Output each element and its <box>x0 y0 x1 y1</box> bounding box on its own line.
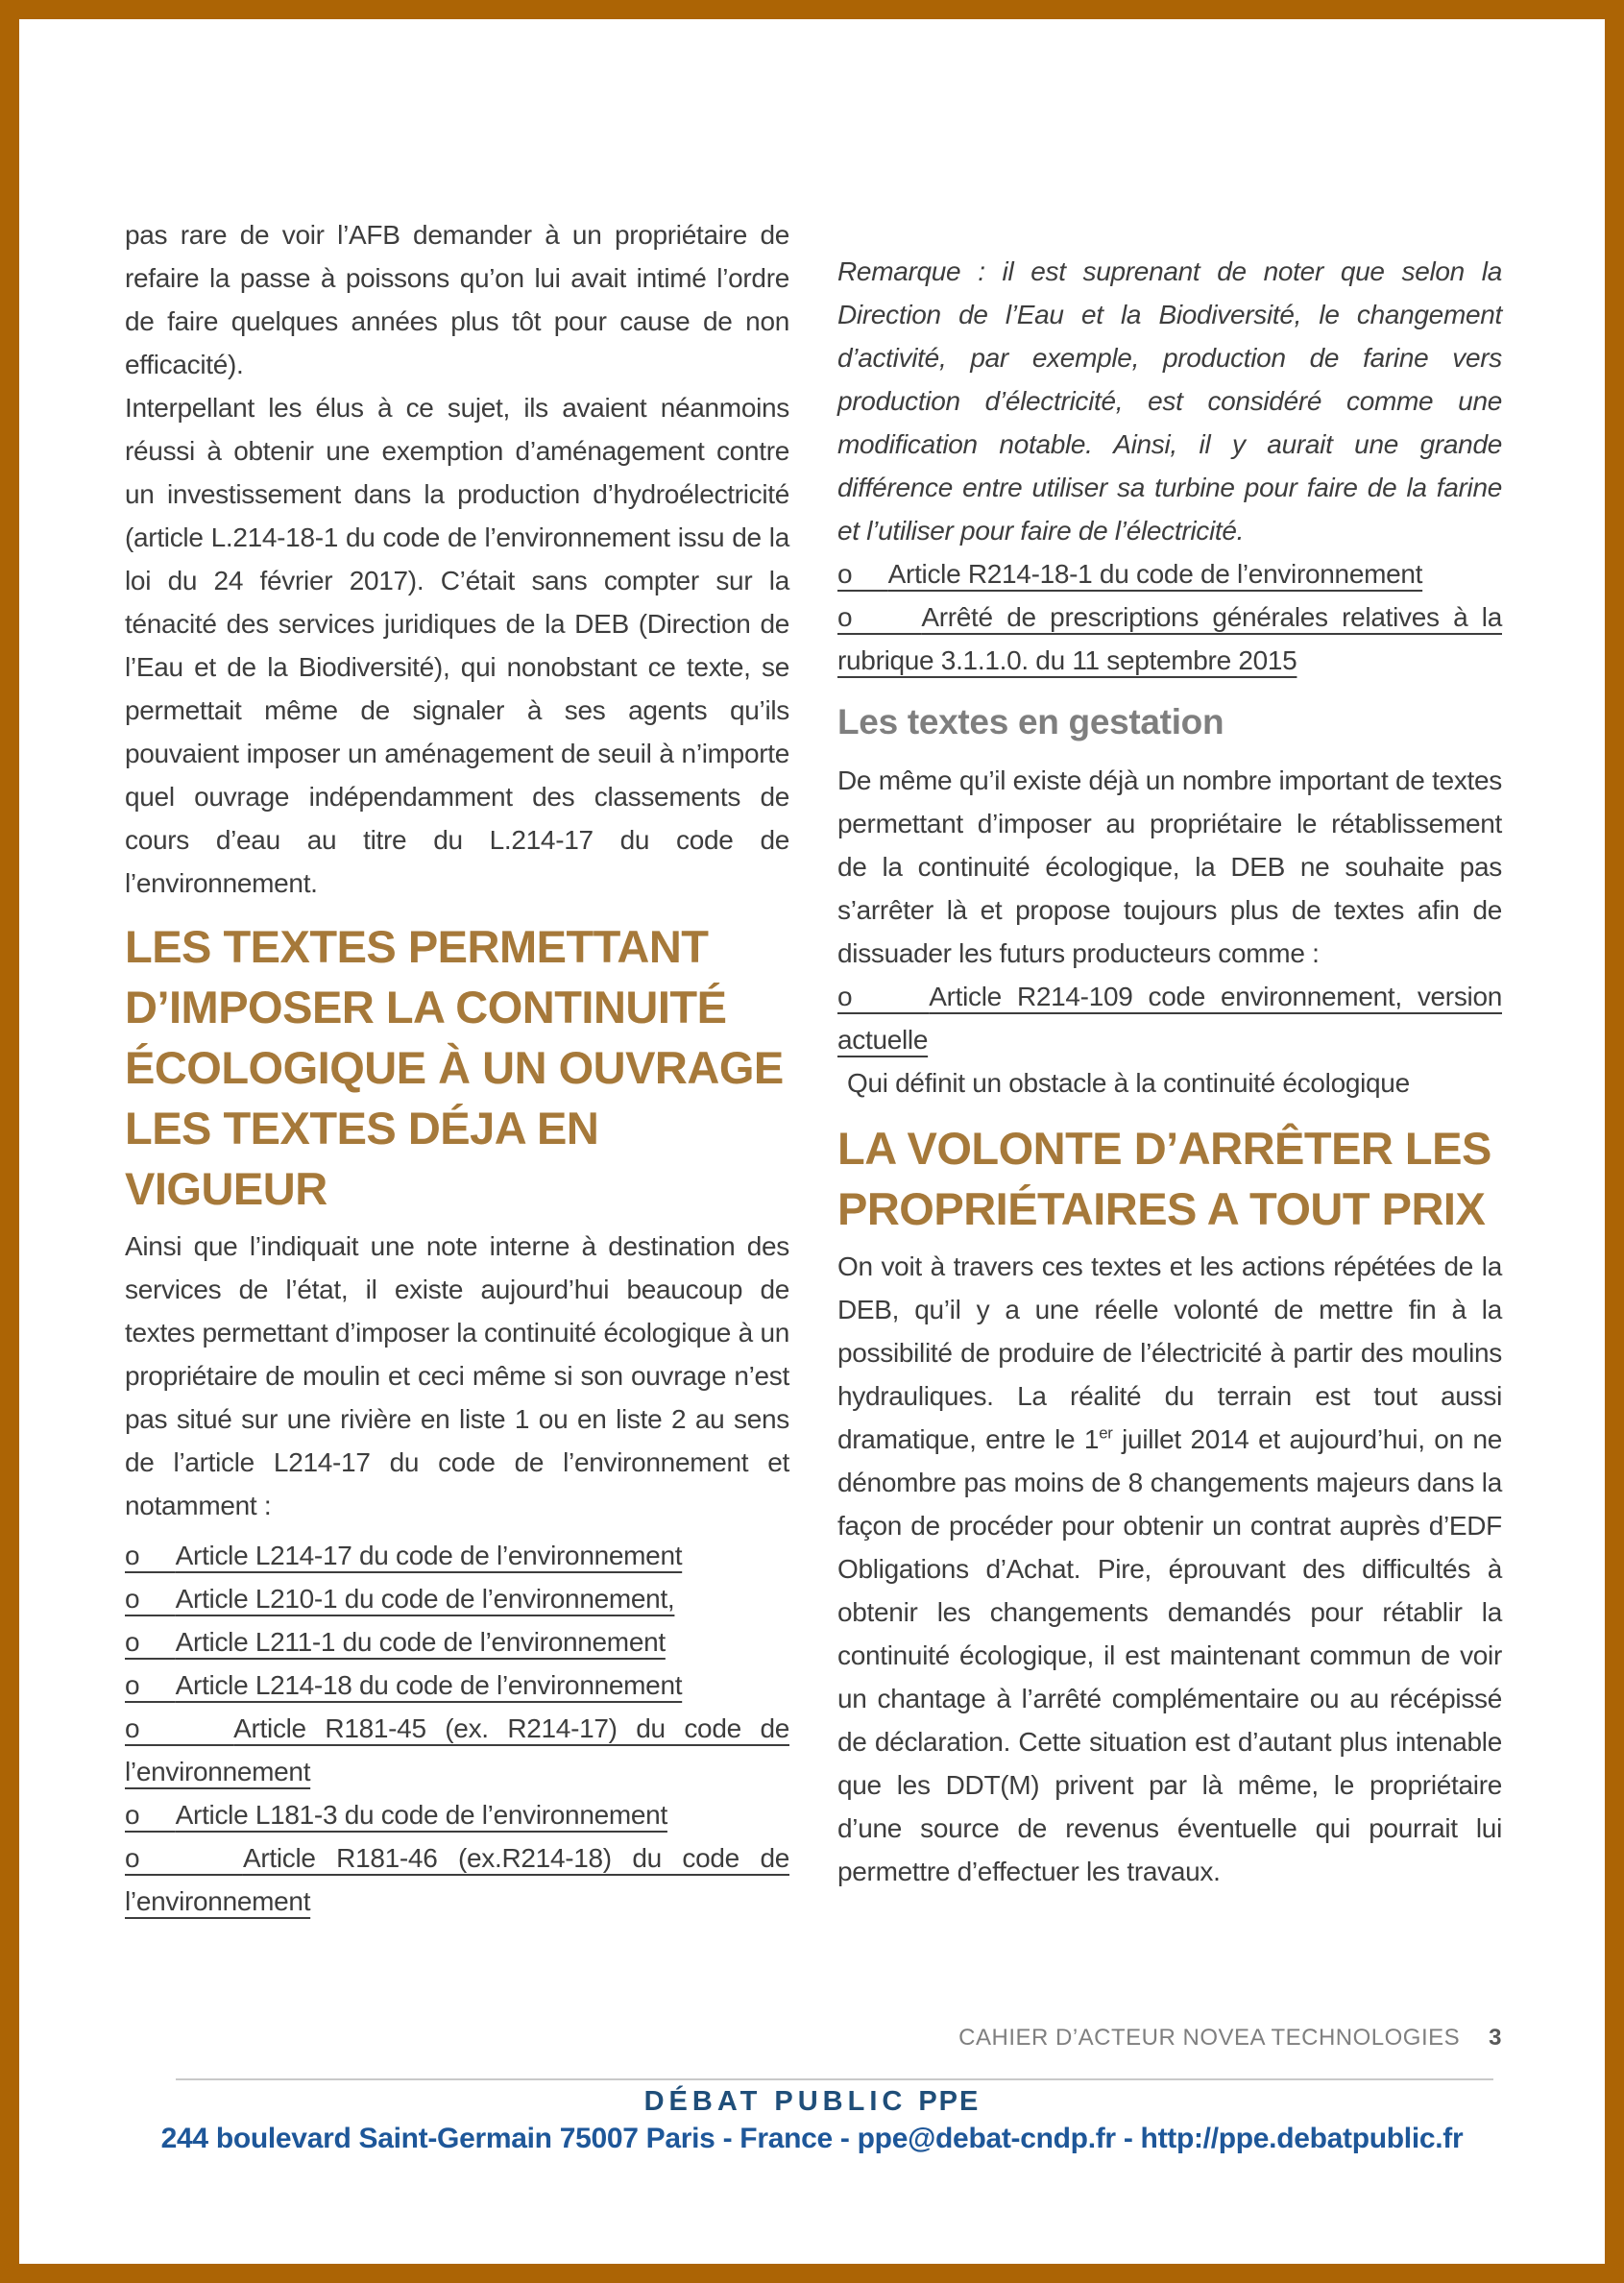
legal-reference-text: Article L181-3 du code de l’environnement <box>175 1800 667 1830</box>
ppe-label: PPE <box>918 2086 981 2117</box>
legal-reference-text: Article L214-17 du code de l’environnement <box>175 1541 683 1570</box>
legal-reference-link[interactable] <box>125 1836 789 1923</box>
legal-reference-link[interactable] <box>125 1620 789 1664</box>
ordinal-superscript: er <box>1099 1423 1113 1443</box>
list-bullet: o <box>837 559 888 589</box>
list-bullet: o <box>125 1584 176 1614</box>
legal-reference-link[interactable] <box>837 552 1502 595</box>
section-heading <box>837 1118 1502 1239</box>
section-heading <box>125 916 789 1219</box>
section-heading-line: PROPRIÉTAIRES A TOUT PRIX <box>837 1183 1486 1234</box>
legal-reference-link[interactable] <box>837 595 1502 682</box>
legal-references-list <box>125 1534 789 1923</box>
list-bullet: o <box>125 1713 234 1743</box>
footer-divider <box>176 2078 1493 2080</box>
paragraph-text: On voit à travers ces textes et les actions répétées de la DEB, qu’il y a une réelle volonté de mettre fin à la possibilité de produire de l’électricité à partir des moulins hydrauliques. La réalité du terrain est tout aussi dramatique, entre le 1 <box>837 1251 1502 1454</box>
body-paragraph: De même qu’il existe déjà un nombre important de textes permettant d’imposer au propriétaire le rétablissement de la continuité écologique, la DEB ne souhaite pas s’arrêter là et propose toujours plus de textes afin de dissuader les futurs producteurs comme : <box>837 765 1502 968</box>
running-title: CAHIER D’ACTEUR NOVEA TECHNOLOGIES <box>958 2025 1461 2051</box>
body-paragraph: pas rare de voir l’AFB demander à un propriétaire de refaire la passe à poissons qu’on lui avait intimé l’ordre de faire quelques années plus tôt pour cause de non efficacité). <box>125 220 789 379</box>
body-paragraph: Interpellant les élus à ce sujet, ils avaient néanmoins réussi à obtenir une exemption d’aménagement contre un investissement dans la production d’hydroélectricité (article L.214-18-1 du code de l’environnement issu de la loi du 24 février 2017). C’était sans compter sur la ténacité des services juridiques de la DEB (Direction de l’Eau et de la Biodiversité), qui nonobstant ce texte, se permettait même de signaler à ses agents qu’ils pouvaient imposer un aménagement de seuil à n’importe quel ouvrage indépendamment des classements de cours d’eau au titre du L.214-17 du code de l’environnement. <box>125 393 789 898</box>
legal-reference-text: Article R214-18-1 du code de l’environnement <box>887 559 1423 589</box>
legal-reference-text: Article L214-18 du code de l’environnement <box>175 1670 683 1700</box>
legal-reference-text: Article R181-46 (ex.R214-18) du code de l’environnement <box>125 1843 790 1916</box>
section-heading-line: D’IMPOSER LA CONTINUITÉ <box>125 982 727 1032</box>
list-bullet: o <box>125 1541 176 1570</box>
section-heading-line: LES TEXTES DÉJA EN VIGUEUR <box>125 1103 599 1214</box>
debat-public-label: DÉBAT PUBLIC <box>643 2086 908 2117</box>
legal-reference-text: Article R181-45 (ex. R214-17) du code de l’environnement <box>125 1713 789 1786</box>
remark-paragraph: Remarque : il est suprenant de noter que selon la Direction de l’Eau et la Biodiversité, le changement d’activité, par exemple, production de farine vers production d’électricité, est considéré comme une modification notable. Ainsi, il y aurait une grande différence entre utiliser sa turbine pour faire de la farine et l’utiliser pour faire de l’électricité. <box>837 256 1502 546</box>
subsection-heading: Les textes en gestation <box>837 702 1224 741</box>
section-heading-line: LES TEXTES PERMETTANT <box>125 921 709 972</box>
legal-reference-text: Article L211-1 du code de l’environnement <box>175 1627 666 1657</box>
running-header <box>958 2025 1502 2052</box>
legal-reference-link[interactable] <box>125 1793 789 1836</box>
list-bullet: o <box>125 1843 243 1873</box>
legal-references-list <box>837 552 1502 682</box>
body-paragraph: Ainsi que l’indiquait une note interne à destination des services de l’état, il existe aujourd’hui beaucoup de textes permettant d’imposer la continuité écologique à un propriétaire de moulin et ceci même si son ouvrage n’est pas situé sur une rivière en liste 1 ou en liste 2 au sens de l’article L214-17 du code de l’environnement et notamment : <box>125 1231 789 1520</box>
paragraph-text: juillet 2014 et aujourd’hui, on ne dénombre pas moins de 8 changements majeurs dans la façon de procéder pour obtenir un contrat auprès d’EDF Obligations d’Achat. Pire, éprouvant des difficultés à obtenir les changements demandés pour rétablir la continuité écologique, il est maintenant commun de voir un chantage à l’arrêté complémentaire ou au récépissé de déclaration. Cette situation est d’autant plus intenable que les DDT(M) privent par là même, le propriétaire d’une source de revenus éventuelle qui pourrait lui permettre d’effectuer les travaux. <box>837 1424 1502 1886</box>
list-bullet: o <box>125 1670 176 1700</box>
section-heading-line: ÉCOLOGIQUE À UN OUVRAGE <box>125 1042 784 1093</box>
footer-brand <box>19 2086 1605 2118</box>
left-column <box>125 213 789 1923</box>
legal-reference-text: Article L210-1 du code de l’environnement, <box>175 1584 675 1614</box>
legal-reference-text: Arrêté de prescriptions générales relatives à la rubrique 3.1.1.0. du 11 septembre 2015 <box>837 602 1502 675</box>
right-column <box>837 250 1502 1893</box>
list-bullet: o <box>125 1627 176 1657</box>
legal-reference-text: Article R214-109 code environnement, version actuelle <box>837 982 1502 1055</box>
list-bullet: o <box>837 982 930 1011</box>
legal-reference-link[interactable] <box>125 1577 789 1620</box>
legal-reference-link[interactable] <box>837 975 1502 1061</box>
list-bullet: o <box>837 602 922 632</box>
legal-reference-link[interactable] <box>125 1534 789 1577</box>
legal-reference-link[interactable] <box>125 1707 789 1793</box>
page-number: 3 <box>1489 2025 1502 2051</box>
definition-note: Qui définit un obstacle à la continuité écologique <box>847 1068 1410 1098</box>
footer-address: 244 boulevard Saint-Germain 75007 Paris - France - ppe@debat-cndp.fr - http://ppe.debatpublic.fr <box>160 2123 1464 2154</box>
section-heading-line: LA VOLONTE D’ARRÊTER LES <box>837 1123 1491 1174</box>
legal-references-list <box>837 975 1502 1061</box>
legal-reference-link[interactable] <box>125 1664 789 1707</box>
body-paragraph <box>837 1245 1502 1893</box>
list-bullet: o <box>125 1800 176 1830</box>
